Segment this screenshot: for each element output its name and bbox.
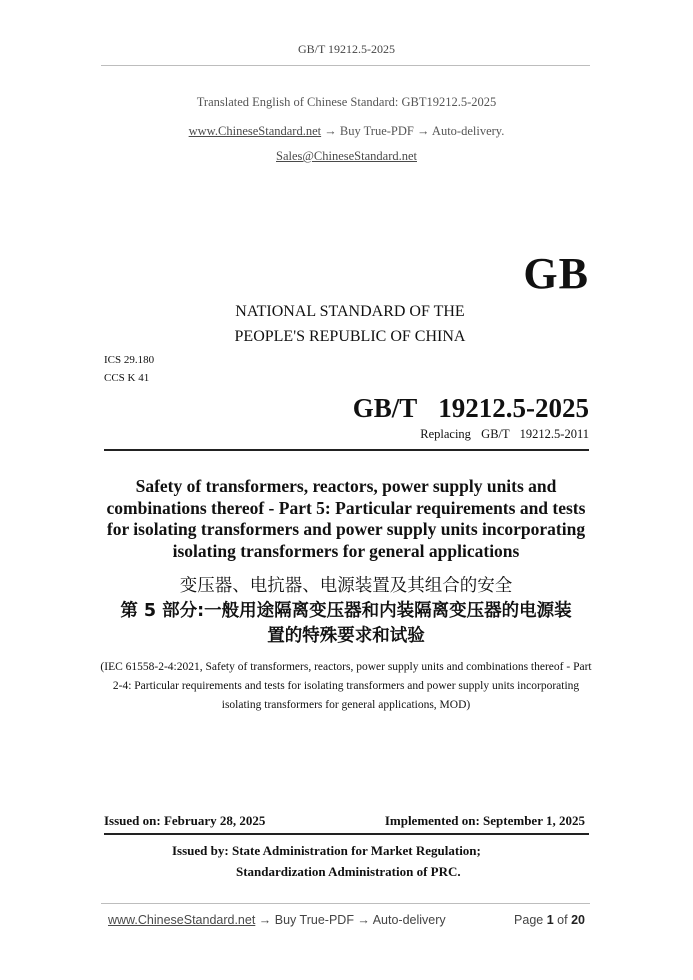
- national-standard-line2: PEOPLE'S REPUBLIC OF CHINA: [234, 328, 466, 345]
- page-of: of: [557, 913, 568, 927]
- page-indicator: [514, 913, 585, 927]
- header-divider: [101, 65, 590, 66]
- title-chinese-line1: 变压器、电抗器、电源装置及其组合的安全: [179, 576, 513, 596]
- title-chinese: [96, 574, 596, 649]
- page-current: 1: [546, 913, 554, 927]
- page-total: 20: [571, 913, 585, 927]
- translated-notice: Translated English of Chinese Standard: GBT19212.5-2025: [196, 95, 497, 109]
- implemented-on: Implemented on: September 1, 2025: [384, 813, 585, 828]
- title-english: Safety of transformers, reactors, power supply units and combinations thereof - Part 5: Particular requirements and tests for isolating transformers and power supply units incorporating isolating transformers for general applications: [106, 476, 586, 561]
- title-chinese-line3: 置的特殊要求和试验: [267, 626, 425, 646]
- footer-link-tail: → Buy True-PDF → Auto-delivery: [258, 913, 446, 927]
- running-header: GB/T 19212.5-2025: [297, 42, 396, 56]
- promo-link-line: [0, 124, 693, 139]
- sales-email-link[interactable]: Sales@ChineseStandard.net: [276, 149, 417, 163]
- footer-promo: [108, 913, 446, 927]
- site-link[interactable]: www.ChineseStandard.net: [188, 124, 322, 138]
- national-standard-line1: NATIONAL STANDARD OF THE: [235, 303, 465, 320]
- issued-by-line1: Issued by: State Administration for Market Regulation;: [172, 843, 481, 858]
- replacing-note: Replacing GB/T 19212.5-2011: [420, 427, 589, 441]
- site-link-tail: → Buy True-PDF → Auto-delivery.: [324, 124, 505, 138]
- number-divider: [104, 449, 589, 451]
- ccs-code: CCS K 41: [104, 372, 150, 384]
- footer-site-link[interactable]: www.ChineseStandard.net: [108, 913, 256, 927]
- iec-reference: (IEC 61558-2-4:2021, Safety of transformers, reactors, power supply units and combinations thereof - Part 2-4: Particular requirements and tests for isolating transformers and power supply units incorporating isolating transformers for general applications, MOD): [100, 661, 592, 711]
- issued-on: Issued on: February 28, 2025: [104, 813, 266, 828]
- ics-code: ICS 29.180: [104, 354, 155, 366]
- email-line: [0, 149, 693, 164]
- dates-divider: [104, 833, 589, 835]
- title-chinese-line2: 第 5 部分:一般用途隔离变压器和内装隔离变压器的电源装: [120, 601, 572, 621]
- gb-mark: GB: [523, 249, 589, 298]
- standard-number: GB/T 19212.5-2025: [352, 393, 589, 423]
- issued-by-line2: Standardization Administration of PRC.: [236, 864, 461, 879]
- page-word: Page: [514, 913, 544, 927]
- footer-divider: [101, 903, 590, 904]
